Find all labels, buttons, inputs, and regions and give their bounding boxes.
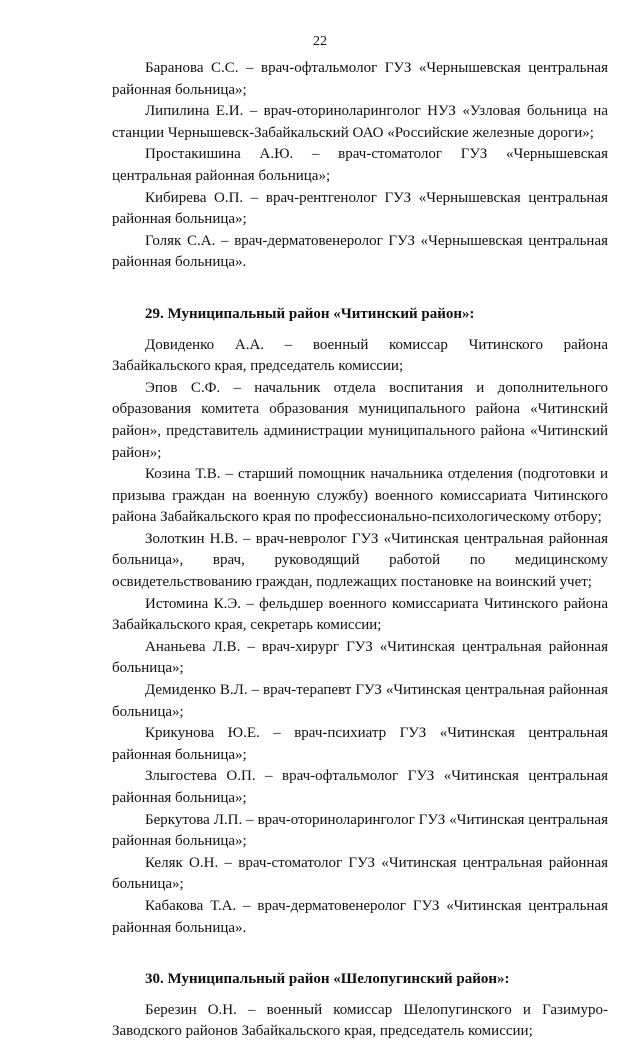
list-item: Эпов С.Ф. – начальник отдела воспитания и дополнительного образования комитета образования муниципального района «Читинский район», представитель администрации муниципального района «Читинский район»; <box>112 379 608 461</box>
list-item: Золоткин Н.В. – врач-невролог ГУЗ «Читинская центральная районная больница», врач, руководящий работой по медицинскому освидетельствованию граждан, подлежащих постановке на воинский учет; <box>112 530 608 591</box>
list-item: Кабакова Т.А. – врач-дерматовенеролог ГУЗ «Читинская центральная районная больница». <box>112 897 608 936</box>
section-heading-29: 29. Муниципальный район «Читинский район»: <box>145 305 475 322</box>
list-item: Ананьева Л.В. – врач-хирург ГУЗ «Читинская центральная районная больница»; <box>112 638 608 677</box>
list-item: Демиденко В.Л. – врач-терапевт ГУЗ «Читинская центральная районная больница»; <box>112 682 608 720</box>
document-body <box>112 58 608 1043</box>
list-item: Злыгостева О.П. – врач-офтальмолог ГУЗ «Читинская центральная районная больница»; <box>112 768 608 806</box>
list-item: Истомина К.Э. – фельдшер военного комиссариата Читинского района Забайкальского края, секретарь комиссии; <box>112 595 608 634</box>
list-item: Крикунова Ю.Е. – врач-психиатр ГУЗ «Читинская центральная районная больница»; <box>112 725 608 763</box>
list-item: Липилина Е.И. – врач-оториноларинголог НУЗ «Узловая больница на станции Чернышевск-Забайкальский ОАО «Российские железные дороги»; <box>112 103 608 141</box>
list-item: Простакишина А.Ю. – врач-стоматолог ГУЗ «Чернышевская центральная районная больница»; <box>112 146 608 184</box>
list-item: Кибирева О.П. – врач-рентгенолог ГУЗ «Чернышевская центральная районная больница»; <box>112 189 608 228</box>
list-item: Березин О.Н. – военный комиссар Шелопугинского и Газимуро-Заводского районов Забайкальского края, председатель комиссии; <box>112 1001 608 1040</box>
list-item: Беркутова Л.П. – врач-оториноларинголог ГУЗ «Читинская центральная районная больница»; <box>112 811 608 850</box>
list-item: Голяк С.А. – врач-дерматовенеролог ГУЗ «Чернышевская центральная районная больница». <box>112 232 608 271</box>
list-item: Келяк О.Н. – врач-стоматолог ГУЗ «Читинская центральная районная больница»; <box>112 854 608 893</box>
list-item: Довиденко А.А. – военный комиссар Читинского района Забайкальского края, председатель комиссии; <box>112 336 608 375</box>
section-heading-30: 30. Муниципальный район «Шелопугинский район»: <box>145 971 510 988</box>
list-item: Козина Т.В. – старший помощник начальника отделения (подготовки и призыва граждан на военную службу) военного комиссариата Читинского района Забайкальского края по профессионально-психологическому отбору; <box>112 466 608 526</box>
section-spacer <box>112 274 608 304</box>
section-spacer <box>112 939 608 969</box>
list-item: Баранова С.С. – врач-офтальмолог ГУЗ «Чернышевская центральная районная больница»; <box>112 60 608 98</box>
page-number: 22 <box>313 34 327 49</box>
